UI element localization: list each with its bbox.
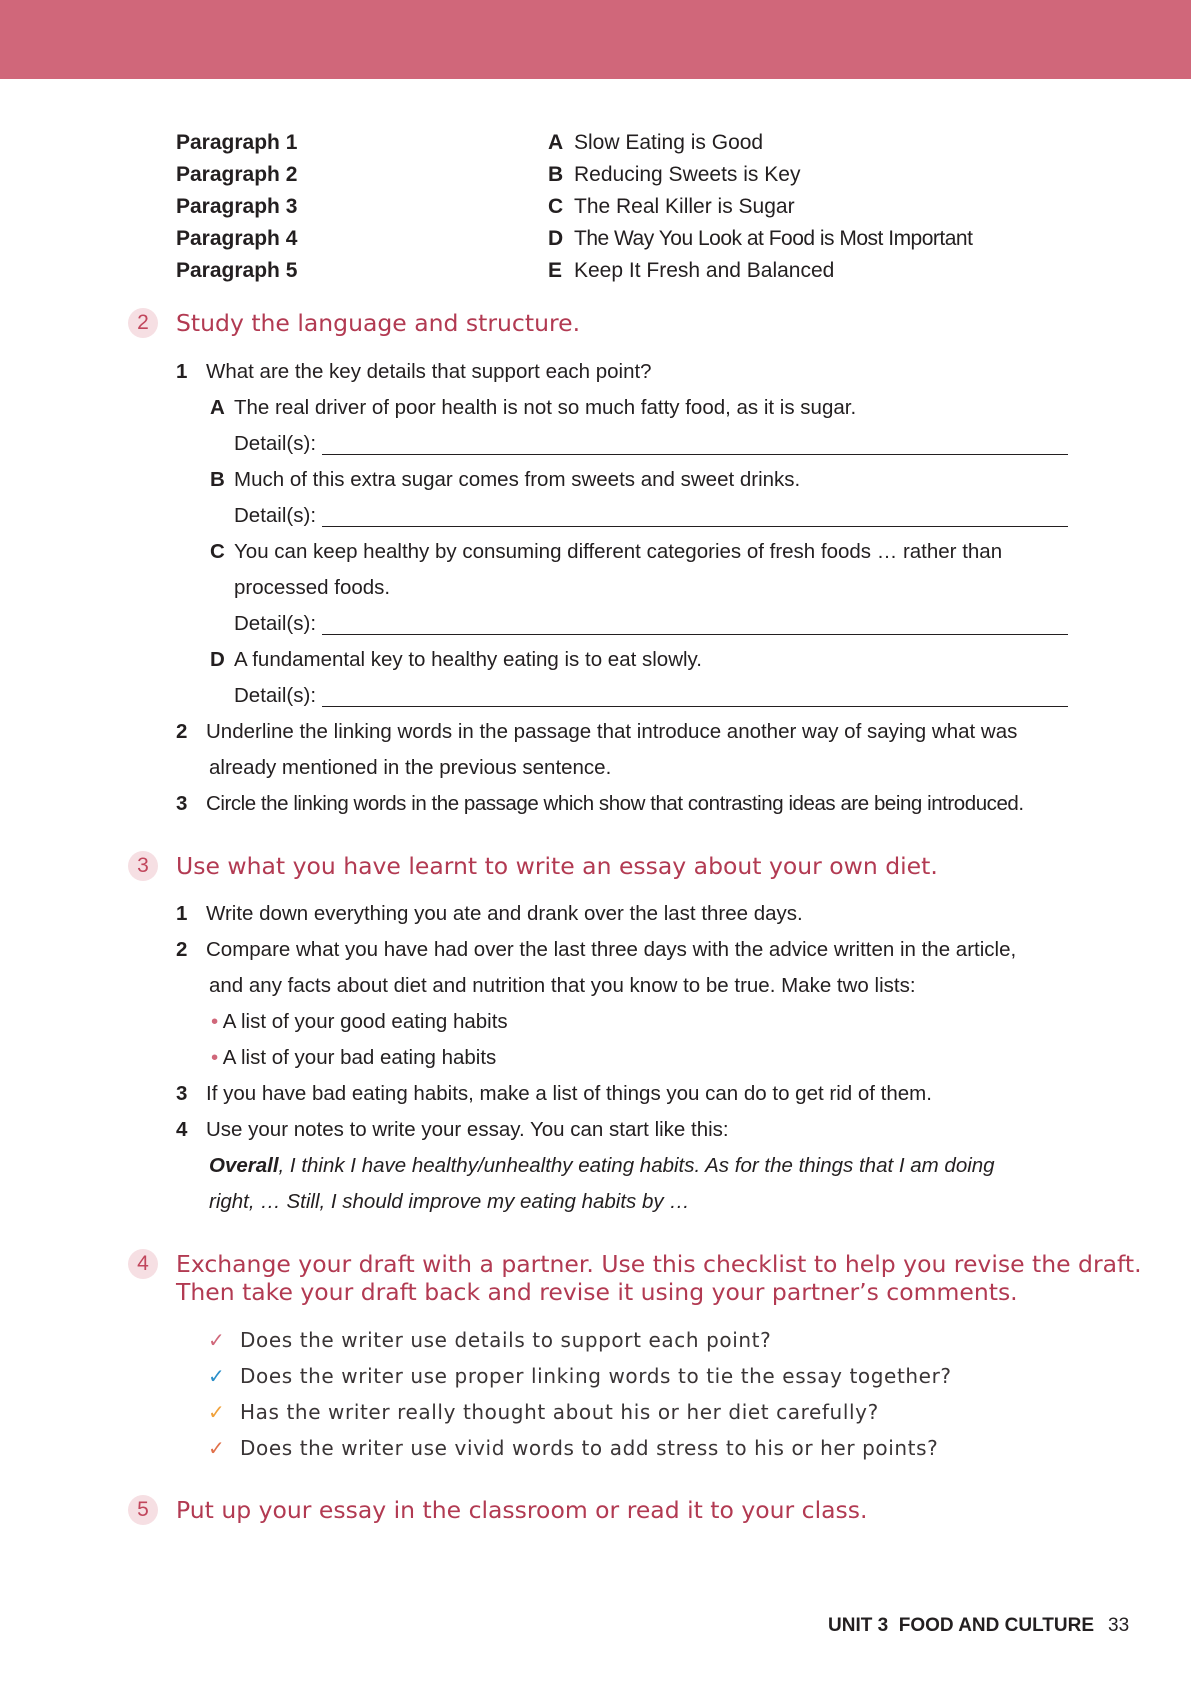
example-sentence: right, … Still, I should improve my eating habits by … — [209, 1190, 690, 1213]
point-text: Much of this extra sugar comes from sweets and sweet drinks. — [234, 468, 801, 491]
heading-letter: D — [548, 227, 564, 250]
question-number: 3 — [176, 792, 188, 815]
checklist-item: ✓ Does the writer use vivid words to add stress to his or her points? — [208, 1436, 939, 1460]
matching-row — [176, 255, 1076, 287]
detail-answer-line[interactable] — [322, 706, 1068, 707]
example-bold-word: Overall — [209, 1154, 279, 1177]
detail-answer-line[interactable] — [322, 454, 1068, 455]
question-text: Underline the linking words in the passage that introduce another way of saying what was — [206, 720, 1018, 743]
bullet-icon: • — [211, 1010, 219, 1033]
question-number: 2 — [176, 720, 188, 743]
checkmark-icon: ✓ — [208, 1400, 226, 1424]
question-text: and any facts about diet and nutrition that you know to be true. Make two lists: — [209, 974, 916, 997]
question-number: 1 — [176, 902, 188, 925]
question-text: If you have bad eating habits, make a list of things you can do to get rid of them. — [206, 1082, 932, 1105]
detail-label: Detail(s): — [234, 432, 317, 455]
paragraph-label: Paragraph 3 — [176, 195, 298, 218]
example-sentence: Overall, I think I have healthy/unhealthy eating habits. As for the things that I am doing — [209, 1154, 995, 1177]
header-banner — [0, 0, 1191, 79]
paragraph-label: Paragraph 1 — [176, 131, 298, 154]
question-number: 3 — [176, 1082, 188, 1105]
question-text: already mentioned in the previous sentence. — [209, 756, 612, 779]
list-item: • A list of your good eating habits — [211, 1010, 508, 1033]
point-text: A fundamental key to healthy eating is to eat slowly. — [234, 648, 702, 671]
question-number: 4 — [176, 1118, 188, 1141]
matching-row — [176, 159, 1076, 191]
checkmark-icon: ✓ — [208, 1364, 226, 1388]
question-text: Use your notes to write your essay. You can start like this: — [206, 1118, 729, 1141]
bullet-icon: • — [211, 1046, 219, 1069]
section-number: 3 — [128, 851, 158, 881]
paragraph-label: Paragraph 5 — [176, 259, 298, 282]
section-title: Study the language and structure. — [176, 309, 581, 337]
heading-letter: E — [548, 259, 563, 282]
checklist-item: ✓ Does the writer use details to support each point? — [208, 1328, 772, 1352]
detail-answer-line[interactable] — [322, 634, 1068, 635]
detail-answer-line[interactable] — [322, 526, 1068, 527]
heading-text: The Real Killer is Sugar — [574, 195, 795, 218]
page-number: 33 — [1108, 1615, 1130, 1636]
section-title: Put up your essay in the classroom or read it to your class. — [176, 1496, 868, 1524]
section-title: Use what you have learnt to write an essay about your own diet. — [176, 852, 938, 880]
point-letter: D — [210, 648, 225, 671]
list-item: • A list of your bad eating habits — [211, 1046, 497, 1069]
question-text: Write down everything you ate and drank over the last three days. — [206, 902, 803, 925]
heading-letter: C — [548, 195, 564, 218]
paragraph-label: Paragraph 4 — [176, 227, 298, 250]
point-letter: A — [210, 396, 225, 419]
section-title: Then take your draft back and revise it using your partner’s comments. — [176, 1278, 1018, 1306]
question-text: Compare what you have had over the last three days with the advice written in the article, — [206, 938, 1017, 961]
heading-letter: A — [548, 131, 564, 154]
point-letter: B — [210, 468, 225, 491]
point-text: You can keep healthy by consuming different categories of fresh foods … rather than — [234, 540, 1003, 563]
question-text: Circle the linking words in the passage which show that contrasting ideas are being introduced. — [206, 792, 1024, 815]
matching-row — [176, 223, 1076, 255]
checkmark-icon: ✓ — [208, 1436, 226, 1460]
section-number: 4 — [128, 1249, 158, 1279]
question-number: 1 — [176, 360, 188, 383]
matching-list — [176, 127, 1076, 287]
heading-text: Keep It Fresh and Balanced — [574, 259, 835, 282]
paragraph-label: Paragraph 2 — [176, 163, 298, 186]
heading-text: Slow Eating is Good — [574, 131, 764, 154]
heading-letter: B — [548, 163, 564, 186]
section-title: Exchange your draft with a partner. Use this checklist to help you revise the draft. — [176, 1250, 1142, 1278]
checkmark-icon: ✓ — [208, 1328, 226, 1352]
checklist-item: ✓ Does the writer use proper linking words to tie the essay together? — [208, 1364, 952, 1388]
heading-text: Reducing Sweets is Key — [574, 163, 801, 186]
matching-row — [176, 191, 1076, 223]
matching-row — [176, 127, 1076, 159]
detail-label: Detail(s): — [234, 684, 317, 707]
point-text: processed foods. — [234, 576, 391, 599]
question-text: What are the key details that support each point? — [206, 360, 652, 383]
checklist-item: ✓ Has the writer really thought about his or her diet carefully? — [208, 1400, 879, 1424]
detail-label: Detail(s): — [234, 612, 317, 635]
point-text: The real driver of poor health is not so much fatty food, as it is sugar. — [234, 396, 857, 419]
point-letter: C — [210, 540, 225, 563]
section-number: 2 — [128, 308, 158, 338]
unit-footer: UNIT 3 FOOD AND CULTURE — [828, 1615, 1094, 1636]
detail-label: Detail(s): — [234, 504, 317, 527]
heading-text: The Way You Look at Food is Most Important — [574, 227, 973, 250]
section-number: 5 — [128, 1495, 158, 1525]
question-number: 2 — [176, 938, 188, 961]
